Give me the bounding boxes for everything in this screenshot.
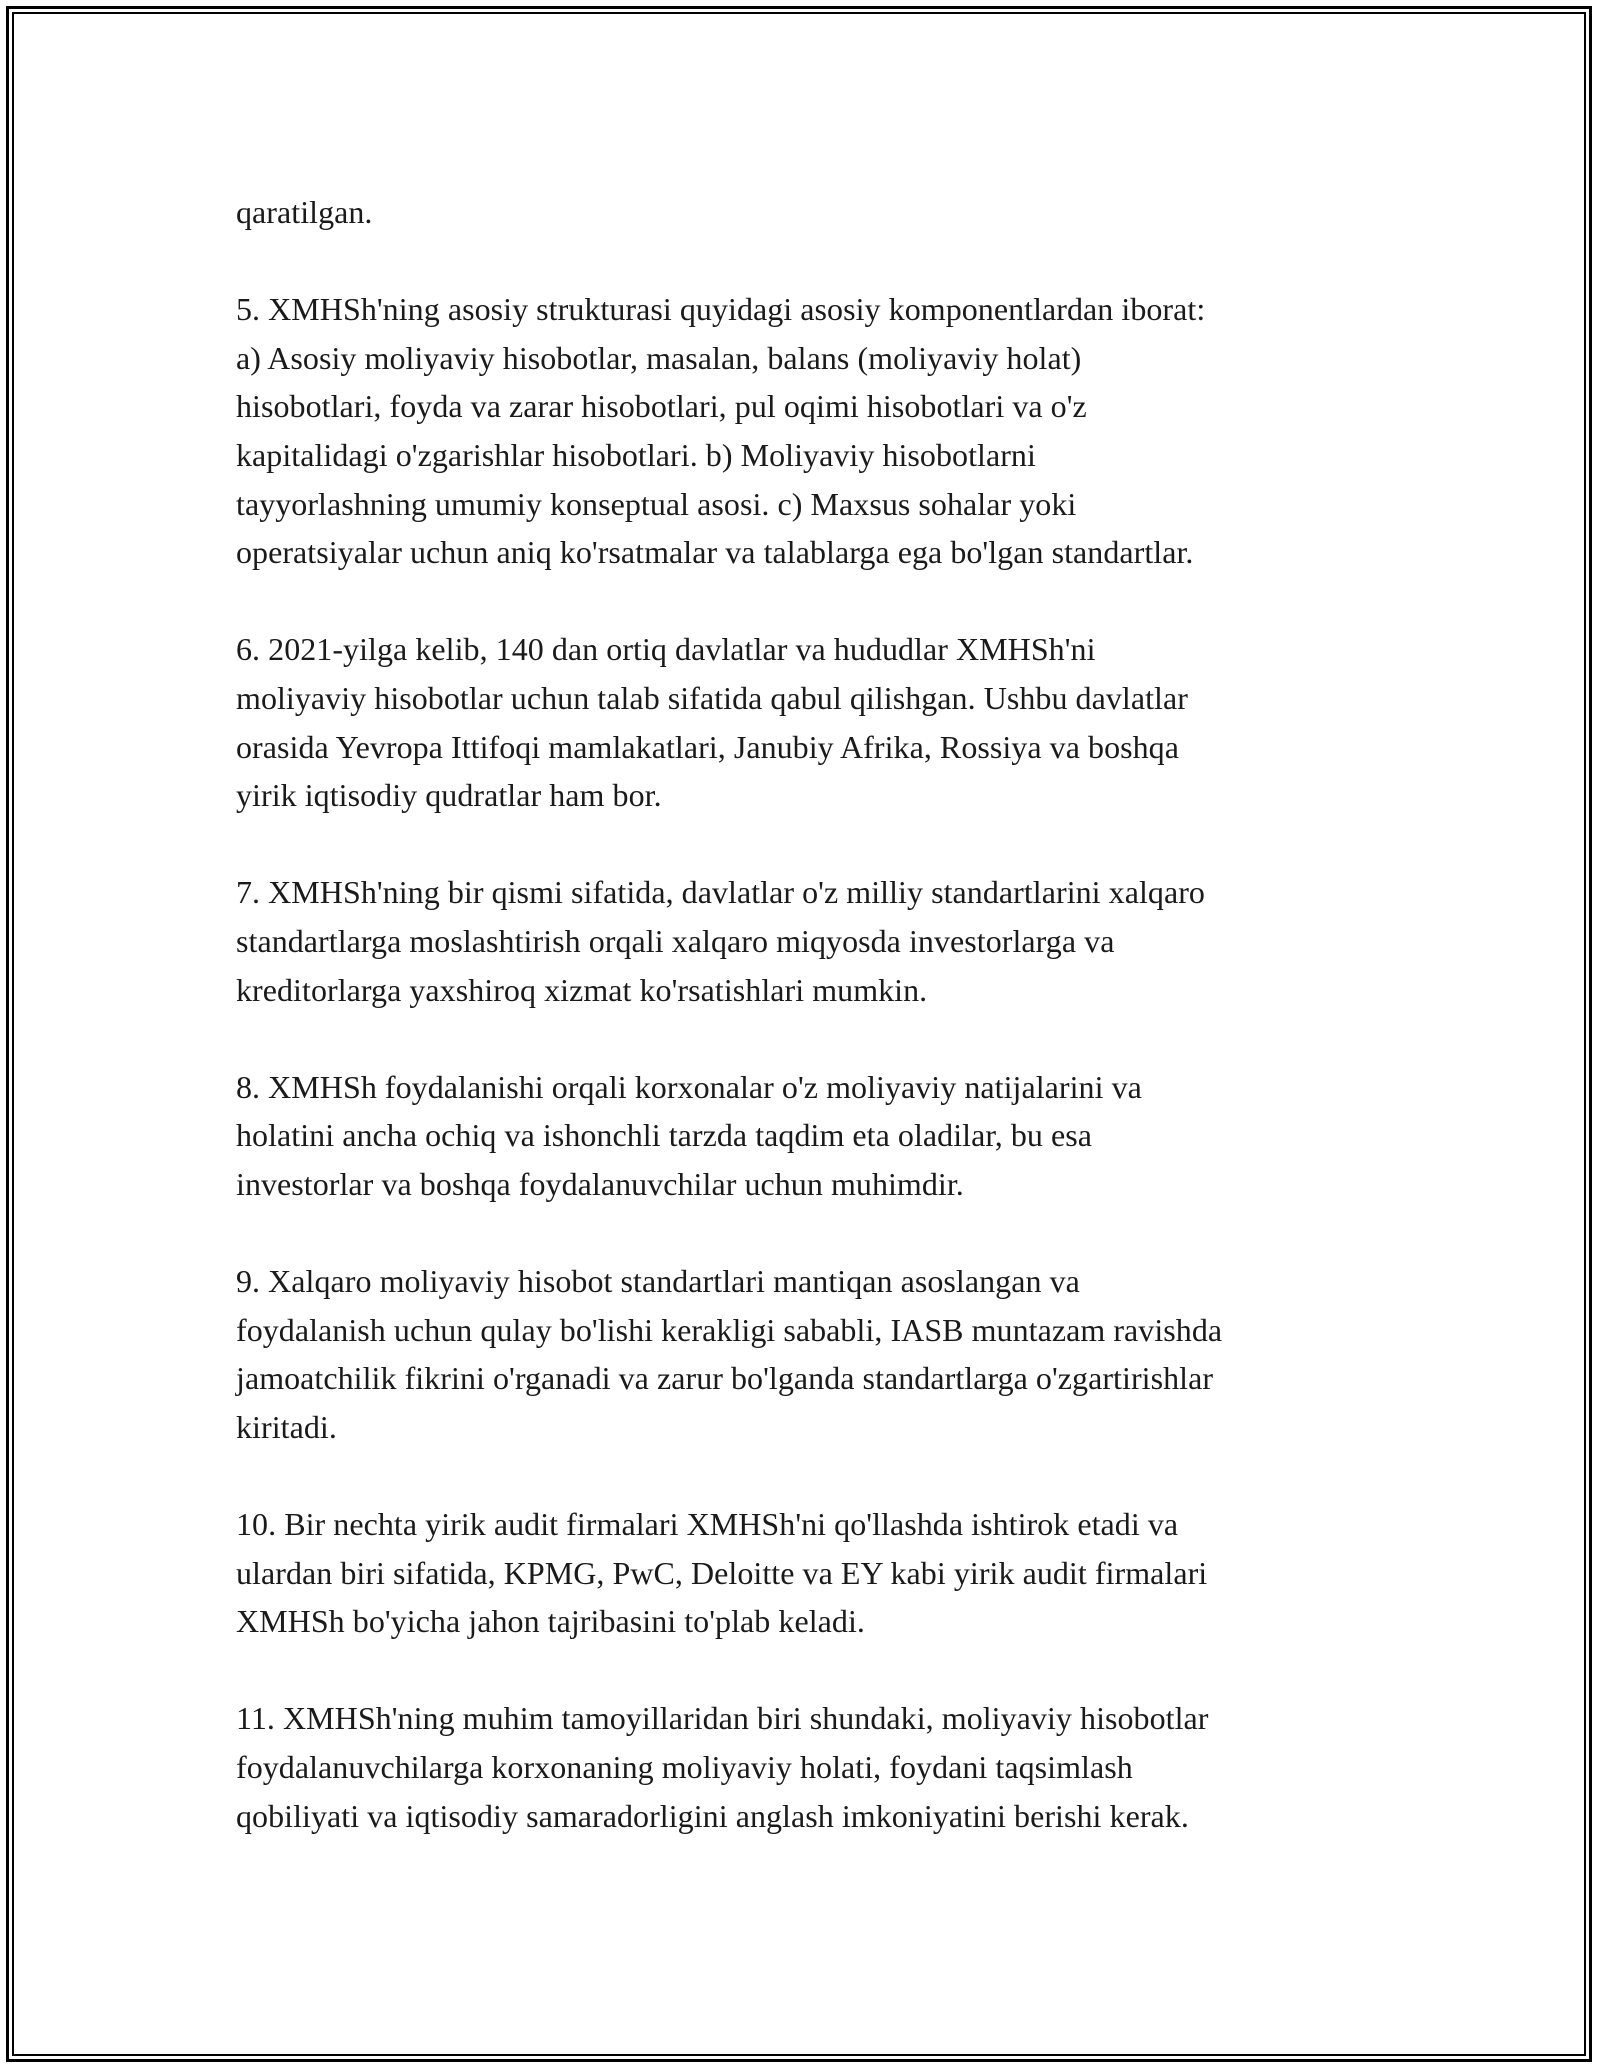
paragraph-item-10: 10. Bir nechta yirik audit firmalari XMHSh'ni qo'llashda ishtirok etadi va ulardan biri sifatida, KPMG, PwC, Deloitte va EY kabi yirik audit firmalari XMHSh bo'yicha jahon tajribasini to'plab keladi.	[236, 1506, 1208, 1640]
paragraph-item-6: 6. 2021-yilga kelib, 140 dan ortiq davlatlar va hududlar XMHSh'ni moliyaviy hisobotlar uchun talab sifatida qabul qilishgan. Ushbu davlatlar orasida Yevropa Ittifoqi mamlakatlari, Janubiy Afrika, Rossiya va boshqa yirik iqtisodiy qudratlar ham bor.	[236, 631, 1188, 814]
paragraph-continuation: qaratilgan.	[236, 194, 373, 230]
paragraph-item-5: 5. XMHSh'ning asosiy strukturasi quyidagi asosiy komponentlardan iborat: a) Asosiy moliyaviy hisobotlar, masalan, balans (moliyaviy holat) hisobotlari, foyda va zarar hisobotlari, pul oqimi hisobotlari va o'z kapitalidagi o'zgarishlar hisobotlari. b) Moliyaviy hisobotlarni tayyorlashning umumiy konseptual asosi. c) Maxsus sohalar yoki operatsiyalar uchun aniq ko'rsatmalar va talablarga ega bo'lgan standartlar.	[236, 291, 1206, 571]
paragraph-item-9: 9. Xalqaro moliyaviy hisobot standartlari mantiqan asoslangan va foydalanish uchun qulay bo'lishi kerakligi sababli, IASB muntazam ravishda jamoatchilik fikrini o'rganadi va zarur bo'lganda standartlarga o'zgartirishlar kiritadi.	[236, 1263, 1223, 1445]
paragraph-item-7: 7. XMHSh'ning bir qismi sifatida, davlatlar o'z milliy standartlarini xalqaro standartlarga moslashtirish orqali xalqaro miqyosda investorlarga va kreditorlarga yaxshiroq xizmat ko'rsatishlari mumkin.	[236, 874, 1205, 1008]
document-body	[236, 188, 1376, 1840]
paragraph-item-11: 11. XMHSh'ning muhim tamoyillaridan biri shundaki, moliyaviy hisobotlar foydalanuvchilarga korxonaning moliyaviy holati, foydani taqsimlash qobiliyati va iqtisodiy samaradorligini anglash imkoniyatini berishi kerak.	[236, 1700, 1209, 1834]
paragraph-item-8: 8. XMHSh foydalanishi orqali korxonalar o'z moliyaviy natijalarini va holatini ancha ochiq va ishonchli tarzda taqdim eta oladilar, bu esa investorlar va boshqa foydalanuvchilar uchun muhimdir.	[236, 1068, 1142, 1202]
